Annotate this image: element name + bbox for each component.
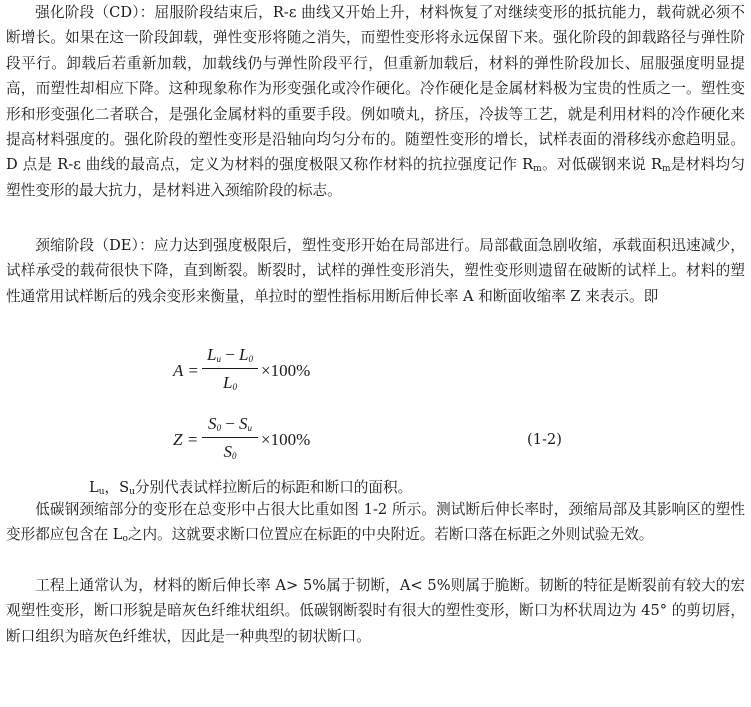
formula-reduction-numerator: $S_0 - S_u$ (207, 414, 253, 433)
hardening-tail-a: 。对低碳钢来说 R (541, 156, 663, 174)
hardening-text: 强化阶段（CD）：屈服阶段结束后，R-ε 曲线又开始上升，材料恢复了对继续变形的抵抗能力，载荷就必须不断增长。如果在这一阶段卸载，弹性变形将随之消失，而塑性变形将永远保留下来。强化阶段的卸载路径与弹性阶段平行。卸载后若重新加载，加载线仍与弹性阶段平行，但重新加载后，材料的弹性阶段加长、屈服强度明显提高，而塑性却相应下降。这种现象称作为形变强化或冷作硬化。冷作硬化是金属材料极为宝贵的性质之一。塑性变形和形变强化二者联合，是强化金属材料的重要手段。例如喷丸，挤压，冷拔等工艺，就是利用材料的冷作硬化来提高材料强度的。强化阶段的塑性变形是沿轴向均匀分布的。随塑性变形的增长，试样表面的滑移线亦愈趋明显。D 点是 R-ε 曲线的最高点，定义为材料的强度极限又称作材料的抗拉强度记作 R (6, 4, 745, 174)
formula-reduction-lhs: Z = (173, 430, 199, 449)
formula-elongation-denominator: $L_0$ (223, 373, 237, 392)
formula-elongation-fraction (202, 344, 258, 394)
formula-reduction-factor: ×100% (261, 430, 311, 449)
necking-text: 颈缩阶段（DE）：应力达到强度极限后，塑性变形开始在局部进行。局部截面急剧收缩，承载面积迅速减少，试样承受的载荷很快下降，直到断裂。断裂时，试样的弹性变形消失，塑性变形则遗留在破断的试样上。材料的塑性通常用试样断后的残余变形来衡量，单拉时的塑性指标用断后伸长率 A 和断面收缩率 Z 来表示。即 (6, 237, 745, 305)
paragraph-necking-stage (6, 233, 745, 309)
hardening-tail-b: 是材料均匀塑性变形的最大抗力，是材料进入颈缩阶段的标志。 (6, 156, 745, 199)
equation-number: (1-2) (527, 431, 562, 448)
formula-elongation-factor: ×100% (261, 361, 311, 380)
formula-reduction-denominator: $S_0$ (223, 442, 237, 461)
subscript-m: m (533, 164, 542, 175)
formula-elongation-bar (202, 368, 258, 369)
formula-reduction-bar (202, 437, 258, 438)
formula-elongation-numerator: $L_u - L_0$ (206, 345, 254, 364)
paragraph-engineering: 工程上通常认为，材料的断后伸长率 A> 5%属于韧断，A< 5%则属于脆断。韧断的特征是断裂前有较大的宏观塑性变形，断口形貌是暗灰色纤维状组织。低碳钢断裂时有很大的塑性变形，断口为杯状周边为 45° 的剪切唇，断口组织为暗灰色纤维状，因此是一种典型的韧状断口。 (6, 577, 745, 645)
formula-reduction-fraction (202, 412, 258, 464)
paragraph-low-carbon-steel: 低碳钢颈缩部分的变形在总变形中占很大比重如图 1-2 所示。测试断后伸长率时，颈缩局部及其影响区的塑性变形都应包含在 $L_o$之内。这就要求断口位置应在标距的中央附近。若断口落在标距之外则试验无效。 (6, 501, 745, 545)
formula-elongation (173, 344, 333, 394)
paragraph-hardening-stage (6, 0, 745, 203)
subscript-m-2: m (662, 164, 671, 175)
paragraph-symbols: $L_u$，$S_u$分别代表试样拉断后的标距和断口的面积。 (89, 479, 413, 497)
formula-reduction (173, 412, 333, 464)
formula-elongation-lhs: A = (173, 361, 199, 380)
